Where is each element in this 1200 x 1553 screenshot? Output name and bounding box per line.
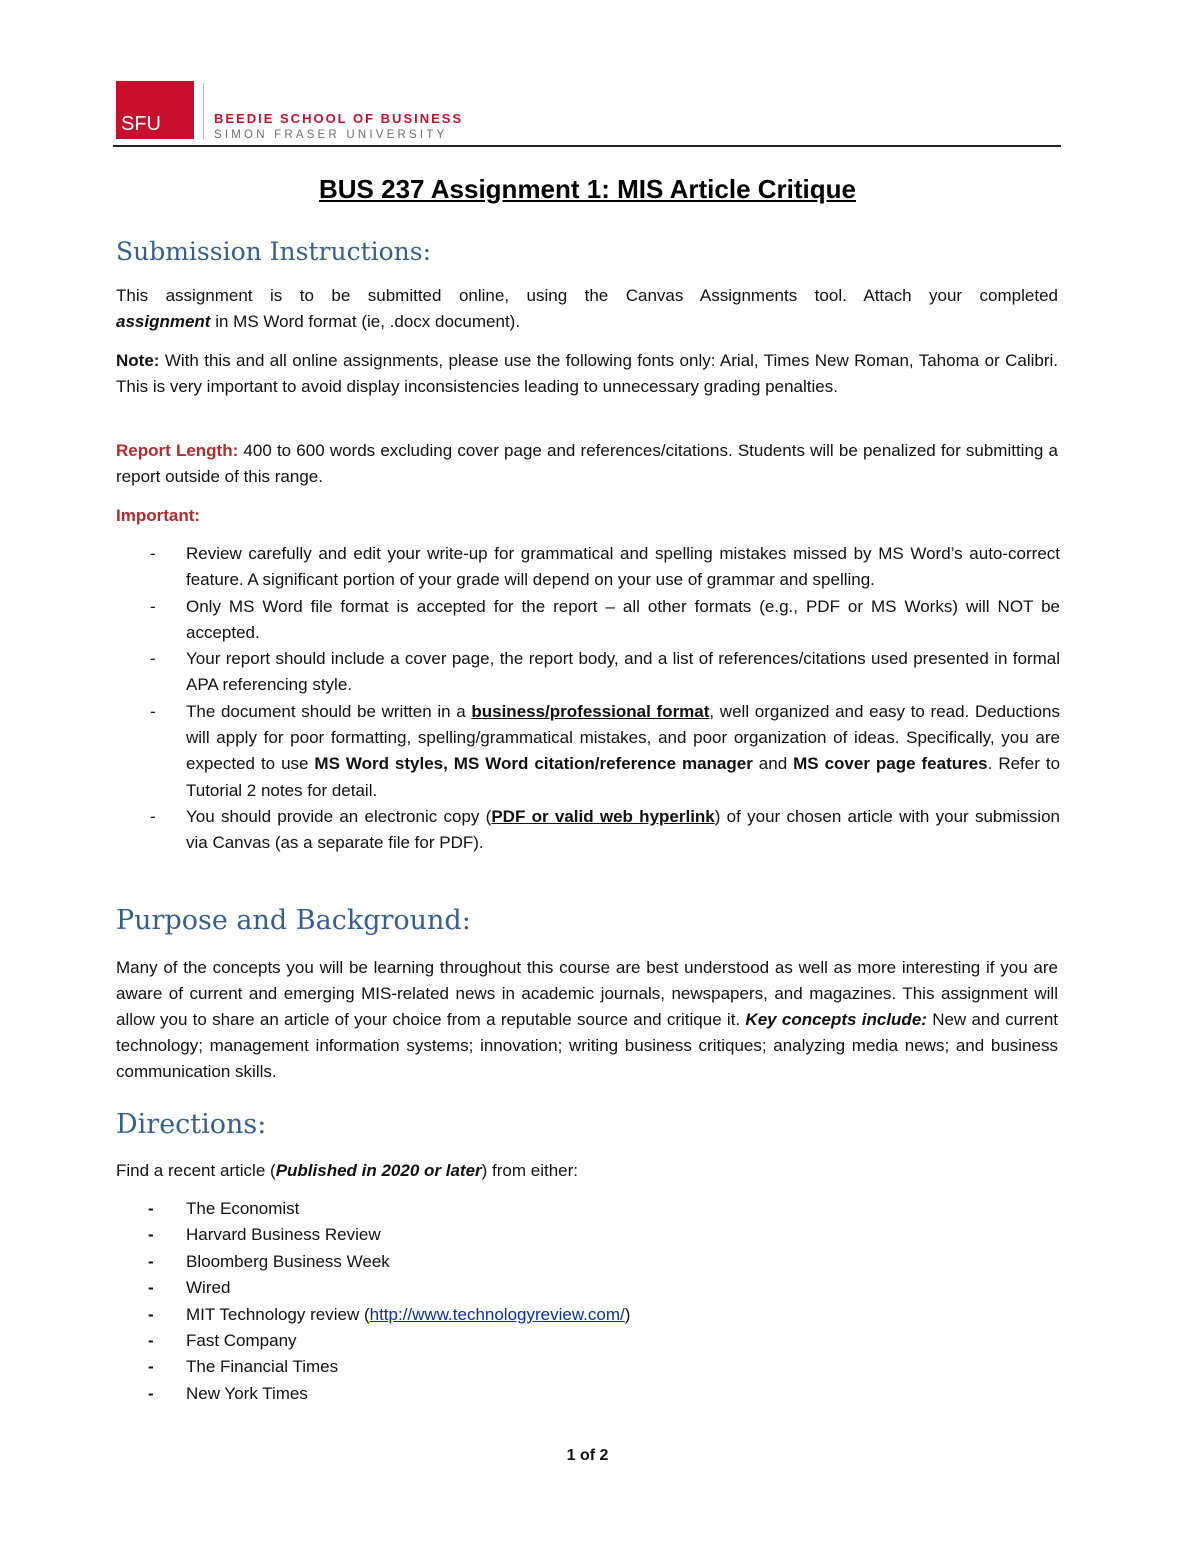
submission-text: This assignment is to be submitted online, using the Canvas Assignments tool. Attach your completed: [116, 286, 1058, 305]
source-name: Wired: [186, 1278, 231, 1298]
important-label: Important:: [116, 506, 201, 525]
source-name: Harvard Business Review: [186, 1225, 381, 1245]
bullet-text-end: . Refer to Tutorial 2 notes for detail.: [186, 754, 1061, 800]
list-item: [116, 1302, 630, 1328]
bullet-text-mid: , well organized and easy to read. Deductions will apply for poor formatting, spelling/grammatical mistakes, and poor organization of ideas. Specifically, you are expected to use: [186, 701, 1060, 774]
heading-directions: Directions:: [116, 1109, 267, 1140]
bullet-text-end: ) of your chosen article with your submission via Canvas (as a separate file for PDF).: [186, 806, 1060, 853]
report-length-text: 400 to 600 words excluding cover page and references/citations. Students will be penalized for submitting a report outside of this range.: [116, 441, 1058, 486]
university-name: SIMON FRASER UNIVERSITY: [214, 129, 448, 141]
list-item: [116, 1196, 630, 1222]
list-item: [116, 699, 1060, 804]
list-item: [116, 1249, 630, 1275]
dash-bullet: -: [148, 1383, 154, 1403]
dash-bullet: -: [150, 544, 156, 563]
assignment-emphasis: assignment: [116, 312, 211, 331]
purpose-text: Many of the concepts you will be learning throughout this course are best understood as well as more interesting if you are aware of current and emerging MIS-related news in academic journals, newspapers, and magazines. This assignment will allow you to share an article of your choice from a reputable source and critique it.: [116, 958, 1058, 1029]
dash-bullet: -: [150, 701, 156, 721]
paragraph-important: [116, 503, 1058, 529]
source-name-post: ): [624, 1304, 631, 1324]
sfu-logo: [116, 81, 194, 139]
ms-word-styles-emphasis: MS Word styles, MS Word citation/reference manager: [314, 754, 753, 774]
bullet-text-pre: You should provide an electronic copy (: [186, 806, 492, 826]
list-item: [116, 1328, 630, 1354]
paragraph-report-length: [116, 438, 1058, 490]
list-item: [116, 1222, 630, 1248]
report-length-label: Report Length:: [116, 441, 239, 460]
paragraph-directions-intro: [116, 1158, 1058, 1184]
source-name: The Economist: [186, 1199, 300, 1218]
paragraph-note: [116, 348, 1058, 400]
list-item: [116, 646, 1060, 699]
paragraph-purpose: [116, 955, 1058, 1085]
directions-intro-post: ) from either:: [481, 1161, 579, 1180]
key-concepts-label: Key concepts include:: [745, 1010, 927, 1029]
note-label: Note:: [116, 351, 160, 370]
header-rule: [113, 145, 1061, 147]
list-item: [116, 1354, 630, 1380]
bullet-text: Your report should include a cover page, the report body, and a list of references/citations used presented in formal APA referencing style.: [186, 649, 1060, 695]
dash-bullet: -: [148, 1199, 154, 1218]
dash-bullet: -: [150, 649, 156, 669]
pdf-hyperlink-emphasis: PDF or valid web hyperlink: [491, 806, 715, 826]
important-bullet-list: [116, 541, 1060, 857]
business-format-emphasis: business/professional format: [471, 701, 710, 721]
bullet-text: Review carefully and edit your write-up for grammatical and spelling mistakes missed by MS Word’s auto-correct feature. A significant portion of your grade will depend on your use of grammar and spelling.: [186, 544, 1060, 590]
page-number: 1 of 2: [566, 1447, 609, 1464]
list-item: [116, 804, 1060, 857]
list-item: [116, 594, 1060, 647]
heading-submission-instructions: Submission Instructions:: [116, 237, 432, 266]
dash-bullet: -: [148, 1225, 154, 1245]
purpose-text-post: New and current technology; management information systems; innovation; writing business critiques; analyzing media news; and business communication skills.: [116, 1010, 1058, 1081]
source-name: MIT Technology review (: [186, 1304, 370, 1324]
source-name: The Financial Times: [186, 1357, 339, 1377]
dash-bullet: -: [150, 806, 156, 826]
dash-bullet: -: [148, 1304, 154, 1324]
list-item: [116, 1275, 630, 1301]
submission-text-rest: in MS Word format (ie, .docx document).: [210, 312, 521, 331]
school-name: BEEDIE SCHOOL OF BUSINESS: [214, 111, 464, 126]
dash-bullet: -: [148, 1278, 154, 1298]
source-name: Bloomberg Business Week: [186, 1251, 390, 1271]
bullet-text: Only MS Word file format is accepted for the report – all other formats (e.g., PDF or MS Works) will NOT be accepted.: [186, 596, 1060, 642]
list-item: [116, 1381, 630, 1407]
dash-bullet: -: [150, 596, 156, 616]
document-title: BUS 237 Assignment 1: MIS Article Critique: [319, 174, 856, 204]
bullet-text-pre: The document should be written in a: [186, 701, 472, 721]
logo-text: SFU: [121, 113, 161, 135]
list-item: [116, 541, 1060, 594]
dash-bullet: -: [148, 1357, 154, 1377]
source-name: Fast Company: [186, 1331, 297, 1351]
technologyreview-link[interactable]: http://www.technologyreview.com/: [369, 1304, 625, 1324]
published-emphasis: Published in 2020 or later: [275, 1161, 482, 1180]
logo-divider: [203, 83, 204, 139]
note-text: With this and all online assignments, please use the following fonts only: Arial, Times New Roman, Tahoma or Calibri. This is very important to avoid display inconsistencies leading to unnecessary grading penalties.: [116, 351, 1058, 396]
sources-list: [116, 1196, 630, 1407]
directions-intro-pre: Find a recent article (: [116, 1161, 276, 1180]
source-name: New York Times: [186, 1383, 308, 1403]
cover-page-emphasis: MS cover page features: [793, 754, 988, 774]
dash-bullet: -: [148, 1251, 154, 1271]
dash-bullet: -: [148, 1331, 154, 1351]
paragraph-submission: [116, 283, 1058, 335]
bullet-text-and: and: [752, 754, 794, 774]
heading-purpose-background: Purpose and Background:: [116, 905, 471, 936]
